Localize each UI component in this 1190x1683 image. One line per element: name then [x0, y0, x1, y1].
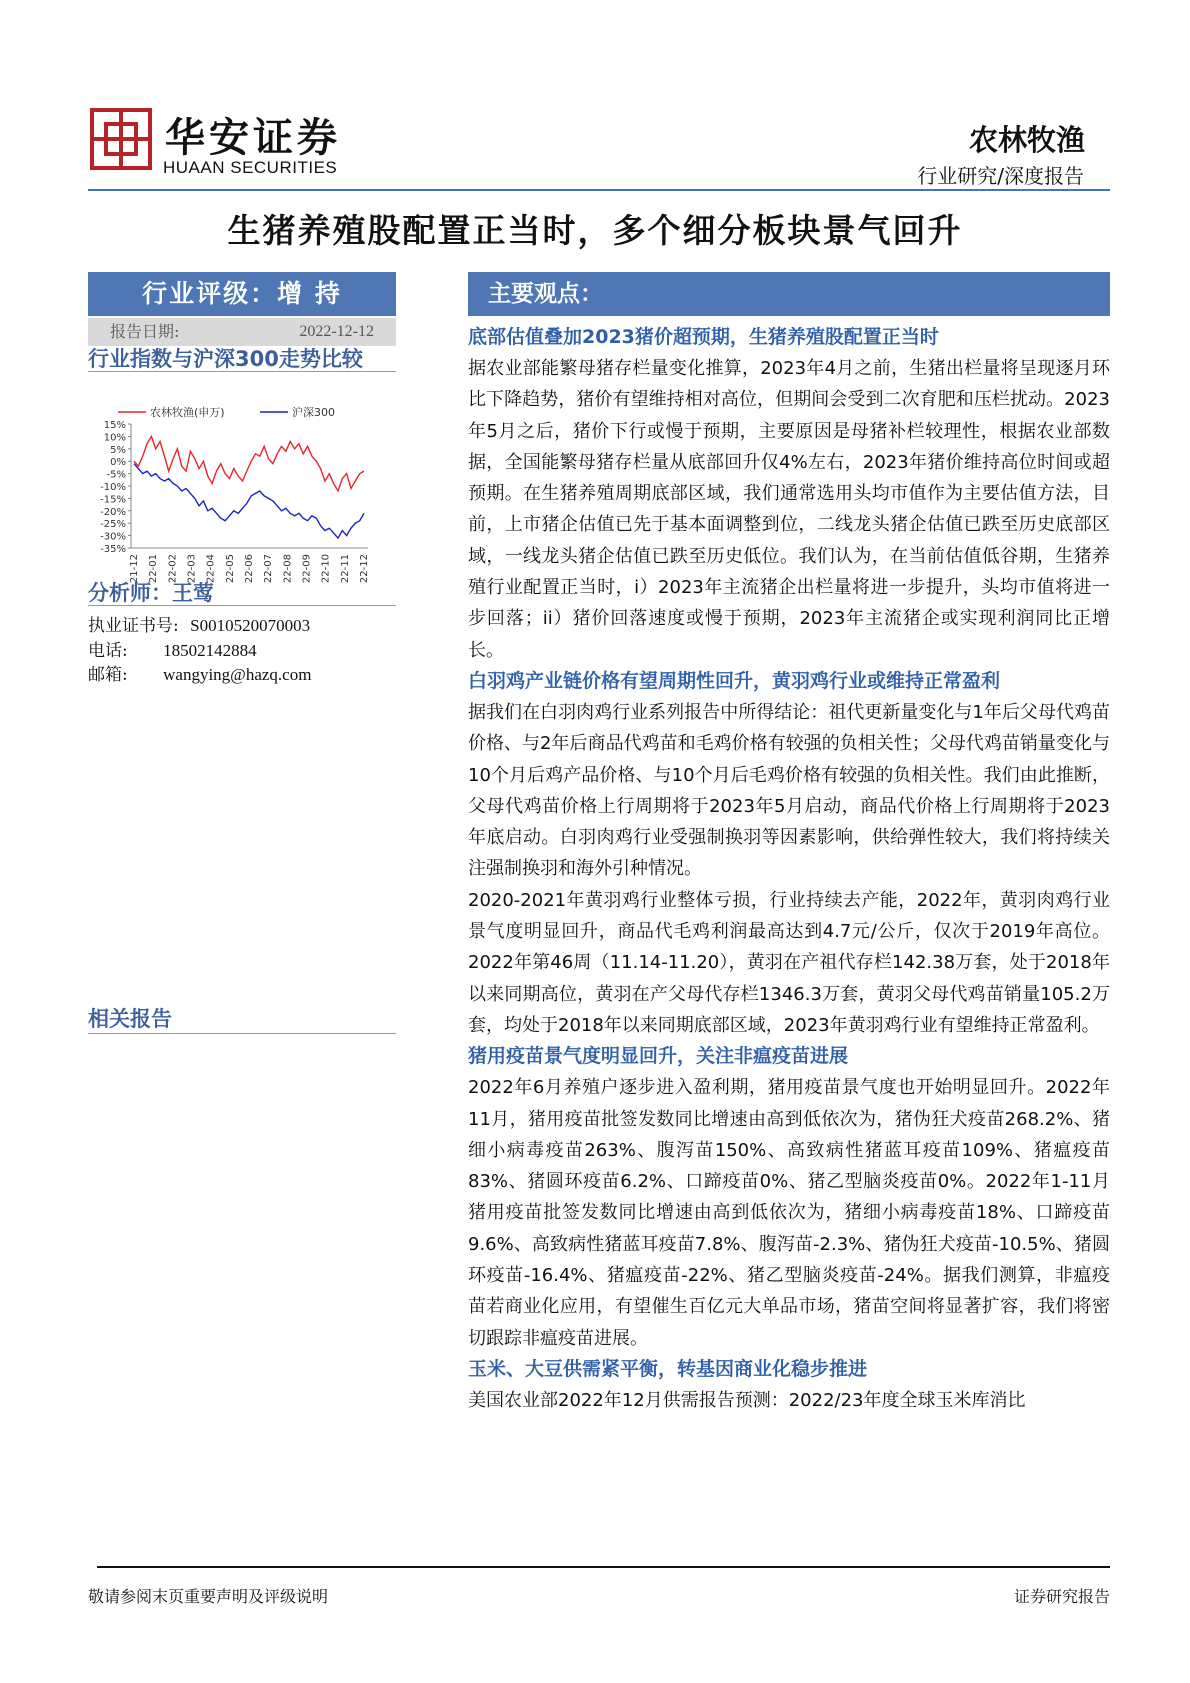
- phone-line: [88, 636, 257, 661]
- y-tick-label: -30%: [100, 531, 126, 543]
- legend-label-hs300: 沪深300: [292, 406, 335, 419]
- x-tick-label: 22-11: [339, 554, 351, 584]
- y-tick-label: -20%: [100, 506, 126, 518]
- company-name-en: HUAAN SECURITIES: [163, 158, 338, 177]
- related-heading-rule: [88, 1033, 396, 1034]
- cert-label: 执业证书号:: [88, 616, 179, 636]
- x-tick-label: 22-12: [359, 554, 370, 584]
- series-line-0: [134, 436, 364, 491]
- legend-label-agri: 农林牧渔(申万): [150, 406, 225, 419]
- footer-divider: [97, 1566, 1110, 1568]
- y-tick-label: -35%: [100, 544, 126, 555]
- report-title: 生猪养殖股配置正当时，多个细分板块景气回升: [227, 211, 963, 250]
- y-tick-label: -10%: [100, 482, 126, 493]
- report-date-bar: [88, 318, 396, 346]
- footer-report-label: 证券研究报告: [1013, 1587, 1110, 1606]
- chart-heading-rule: [88, 371, 396, 372]
- y-tick-label: -5%: [106, 469, 126, 481]
- header-divider: [88, 189, 1110, 191]
- key-points-heading: 主要观点：: [468, 272, 1110, 316]
- y-tick-label: 15%: [103, 420, 126, 431]
- y-tick-label: 5%: [110, 444, 126, 456]
- x-tick-label: 22-06: [244, 554, 255, 584]
- y-tick-label: -15%: [100, 494, 126, 506]
- x-tick-label: 22-08: [282, 554, 294, 584]
- phone-label: 电话:: [88, 641, 128, 661]
- email-label: 邮箱:: [88, 665, 128, 685]
- x-tick-label: 22-05: [224, 554, 236, 584]
- x-tick-label: 21-12: [129, 554, 140, 584]
- paragraph: 据我们在白羽肉鸡行业系列报告中所得结论：祖代更新量变化与1年后父母代鸡苗价格、与2年后商品代鸡苗和毛鸡价格有较强的负相关性；父母代鸡苗销量变化与10个月后鸡产品价格、与10个月后毛鸡价格有较强的负相关性。我们由此推断，父母代鸡苗价格上行周期将于2023年5月启动，商品代价格上行周期将于2023年底启动。白羽肉鸡行业受强制换羽等因素影响，供给弹性较大，我们将持续关注强制换羽和海外引种情况。: [468, 701, 1110, 880]
- x-tick-label: 22-04: [205, 554, 217, 584]
- y-tick-label: -25%: [100, 519, 126, 531]
- industry-rating: 行业评级：增 持: [88, 272, 396, 316]
- company-logo-mark: [90, 108, 152, 170]
- chart-axes: [100, 420, 370, 583]
- key-points-content: [468, 322, 1110, 1416]
- related-reports-heading: 相关报告: [88, 1007, 172, 1031]
- y-tick-label: 0%: [110, 457, 126, 469]
- paragraph: 2022年6月养殖户逐步进入盈利期，猪用疫苗景气度也开始明显回升。2022年11月，猪用疫苗批签发数同比增速由高到低依次为，猪伪狂犬疫苗268.2%、猪细小病毒疫苗263%、腹泻苗150%、高致病性猪蓝耳疫苗109%、猪瘟疫苗83%、猪圆环疫苗6.2%、口蹄疫苗0%、猪乙型脑炎疫苗0%。2022年1-11月猪用疫苗批签发数同比增速由高到低依次为，猪细小病毒疫苗18%、口蹄疫苗9.6%、高致病性猪蓝耳疫苗7.8%、腹泻苗-2.3%、猪伪狂犬疫苗-10.5%、猪圆环疫苗-16.4%、猪瘟疫苗-22%、猪乙型脑炎疫苗-24%。据我们测算，非瘟疫苗若商业化应用，有望催生百亿元大单品市场，猪苗空间将显著扩容，我们将密切跟踪非瘟疫苗进展。: [468, 1077, 1110, 1349]
- subheading: 白羽鸡产业链价格有望周期性回升，黄羽鸡行业或维持正常盈利: [468, 669, 1001, 692]
- analyst-heading-rule: [88, 605, 396, 606]
- report-date-value: 2022-12-12: [299, 323, 374, 340]
- phone-value: 18502142884: [163, 641, 257, 660]
- email-value: wangying@hazq.com: [163, 665, 312, 684]
- footer-disclaimer: 敬请参阅末页重要声明及评级说明: [88, 1587, 329, 1606]
- x-tick-label: 22-02: [167, 554, 179, 584]
- report-type-label: 行业研究/深度报告: [917, 164, 1084, 188]
- y-tick-label: 10%: [103, 432, 126, 444]
- chart-legend: [118, 405, 335, 419]
- report-date-label: 报告日期:: [110, 322, 180, 341]
- cert-value: S0010520070003: [190, 616, 311, 635]
- paragraph: 据农业部能繁母猪存栏量变化推算，2023年4月之前，生猪出栏量将呈现逐月环比下降趋势，猪价有望维持相对高位，但期间会受到二次育肥和压栏扰动。2023年5月之后，猪价下行或慢于预期，主要原因是母猪补栏较理性，根据农业部数据，全国能繁母猪存栏量从底部回升仅4%左右，2023年猪价维持高位时间或超预期。在生猪养殖周期底部区域，我们通常选用头均市值作为主要估值方法，目前，上市猪企估值已先于基本面调整到位，二线龙头猪企估值已跌至历史底部区域，一线龙头猪企估值已跌至历史低位。我们认为，在当前估值低谷期，生猪养殖行业配置正当时，i）2023年主流猪企出栏量将进一步提升，头均市值将进一步回落；ii）猪价回落速度或慢于预期，2023年主流猪企或实现利润同比正增长。: [468, 358, 1110, 661]
- sector-label: 农林牧渔: [968, 123, 1085, 157]
- paragraph: 2020-2021年黄羽鸡行业整体亏损，行业持续去产能，2022年，黄羽肉鸡行业景气度明显回升，商品代毛鸡利润最高达到4.7元/公斤，仅次于2019年高位。2022年第46周（11.14-11.20），黄羽在产祖代存栏142.38万套，处于2018年以来同期高位，黄羽在产父母代存栏1346.3万套，黄羽父母代鸡苗销量105.2万套，均处于2018年以来同期底部区域，2023年黄羽鸡行业有望维持正常盈利。: [468, 889, 1110, 1036]
- x-tick-label: 22-10: [320, 554, 332, 584]
- subheading: 玉米、大豆供需紧平衡，转基因商业化稳步推进: [468, 1357, 868, 1380]
- subheading: 猪用疫苗景气度明显回升，关注非瘟疫苗进展: [468, 1045, 849, 1068]
- x-tick-label: 22-01: [148, 554, 160, 584]
- company-name-cn: 华安证券: [165, 115, 341, 161]
- chart-series: [134, 436, 364, 538]
- x-tick-label: 22-09: [301, 554, 313, 584]
- cert-line: [88, 611, 310, 636]
- paragraph: 美国农业部2022年12月供需报告预测：2022/23年度全球玉米库消比: [468, 1389, 1026, 1411]
- x-tick-label: 22-07: [263, 554, 275, 584]
- email-line: [88, 660, 311, 685]
- analyst-heading: 分析师：王莺: [88, 581, 214, 605]
- chart-heading: 行业指数与沪深300走势比较: [88, 347, 363, 371]
- subheading: 底部估值叠加2023猪价超预期，生猪养殖股配置正当时: [468, 326, 939, 348]
- x-tick-label: 22-03: [186, 554, 198, 584]
